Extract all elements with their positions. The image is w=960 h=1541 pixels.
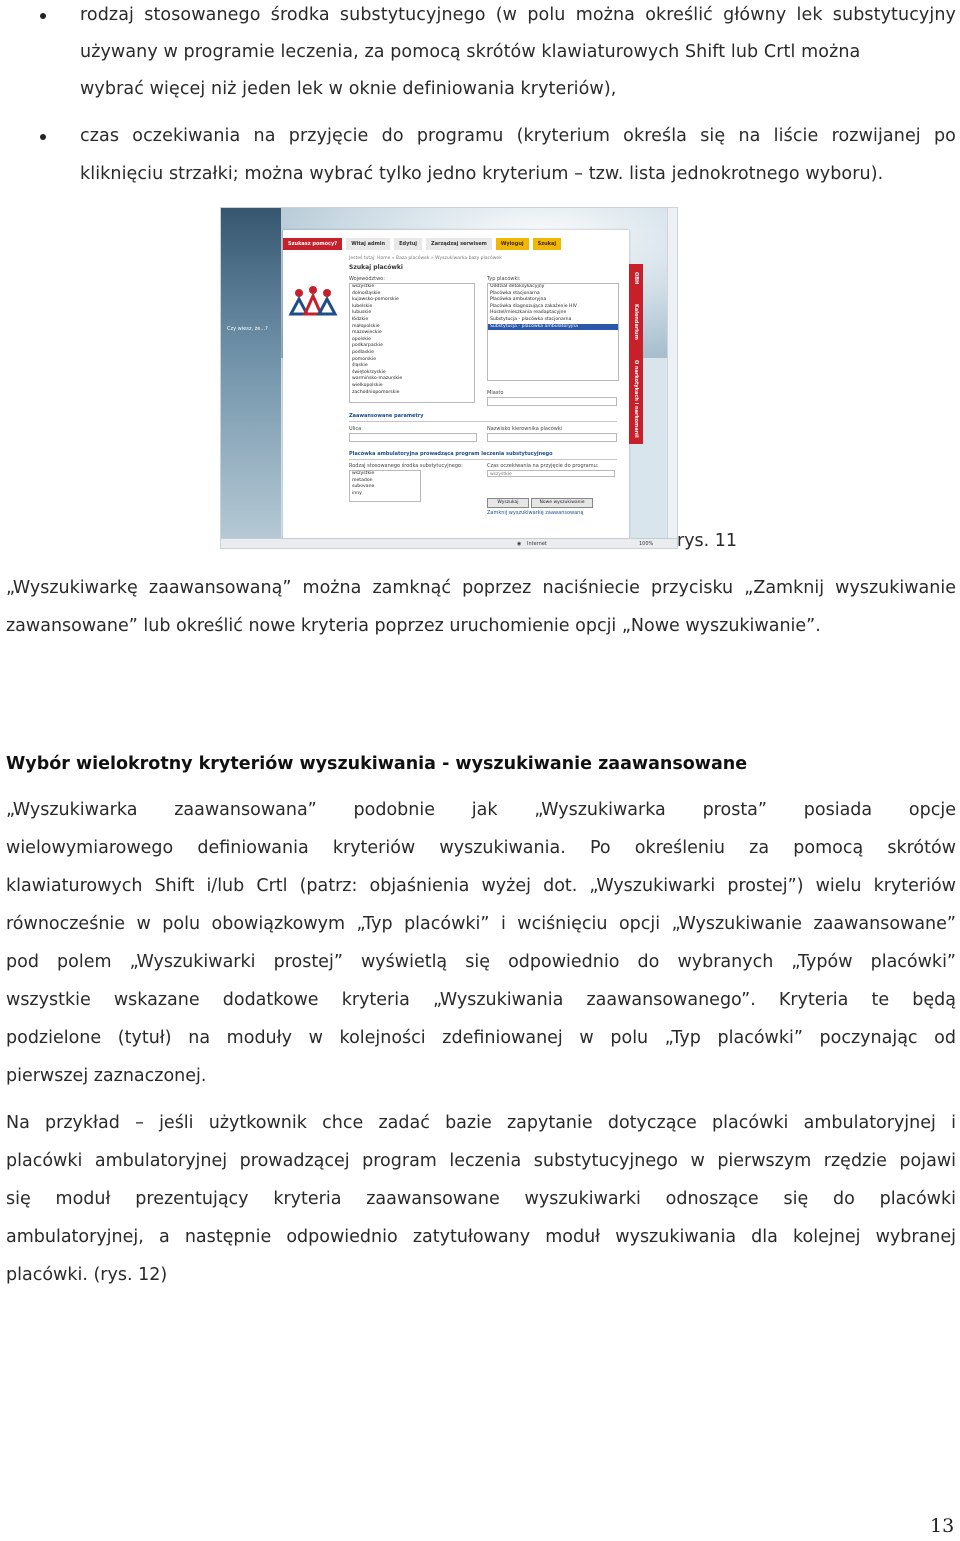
bullet-dot [40,13,46,19]
text-line: się moduł prezentujący kryteria zaawansowane wyszukiwarki odnoszące się do placówki [6,1189,956,1209]
list-item[interactable]: podkarpackie [352,343,383,349]
side-tab-calendar[interactable]: Kalendarium [633,304,639,340]
drug-list[interactable] [349,470,421,502]
voivodeship-label: Województwo: [349,276,385,282]
list-item[interactable]: Hostel/mieszkania readaptacyjne [490,310,567,316]
scrollbar[interactable] [667,208,678,548]
nav-help[interactable]: Szukasz pomocy? [283,238,342,250]
text-line: „Wyszukiwarka zaawansowana” podobnie jak „Wyszukiwarka prosta” posiada opcje [6,800,956,820]
list-item[interactable]: łódzkie [352,316,369,322]
text-line: placówki ambulatoryjnej prowadzącej program leczenia substytucyjnego w pierwszym rzędzie pojawi [6,1151,956,1171]
city-label: Miasto [487,390,504,396]
manager-label: Nazwisko kierownika placówki [487,426,563,432]
text-line: ambulatoryjnej, a następnie odpowiednio zatytułowany moduł wyszukiwania dla kolejnej wybranej [6,1227,956,1247]
list-item[interactable]: Substytucja - placówka stacjonarna [490,316,572,322]
text-line: pod polem „Wyszukiwarki prostej” wyświetlą się odpowiednio do wybranych „Typów placówki” [6,952,956,972]
list-item[interactable]: mazowieckie [352,330,382,336]
text-line: placówki. (rys. 12) [6,1265,168,1285]
list-item[interactable]: inny [352,490,362,496]
status-zone: Internet [527,541,547,547]
list-item[interactable]: Placówka ambulatoryjna [490,297,547,303]
paragraph-close-search [6,569,956,645]
list-item[interactable]: warmińsko-mazurskie [352,376,403,382]
figure-left-panel [221,208,281,548]
list-item[interactable]: Placówka stacjonarna [490,290,540,296]
wait-select[interactable]: wszystkie [487,470,615,477]
page-number: 13 [930,1515,955,1537]
zoom-level[interactable]: 100% [639,541,654,547]
list-item-selected[interactable]: Substytucja - placówka ambulatoryjna [488,324,618,331]
list-item[interactable]: opolskie [352,336,371,342]
list-item[interactable]: subovane [352,484,375,490]
text-line: wielowymiarowego definiowania kryteriów wyszukiwania. Po określeniu za pomocą skrótów [6,838,956,858]
bullet-line: używany w programie leczenia, za pomocą skrótów klawiaturowych Shift lub Crtl można [80,42,861,62]
list-item[interactable]: wszystkie [352,284,375,289]
nav-manage[interactable]: Zarządzaj serwisem [426,238,492,250]
list-item[interactable]: śląskie [352,363,368,369]
facility-type-list[interactable] [487,283,619,381]
site-logo [287,284,339,320]
text-line: „Wyszukiwarkę zaawansowaną” można zamknąć poprzez naciśniecie przycisku „Zamknij wyszukiwanie [6,578,956,598]
street-label: Ulica [349,426,362,432]
bullet-line: rodzaj stosowanego środka substytucyjnego (w polu można określić główny lek substytucyjny [80,5,956,25]
type-label: Typ placówki: [487,276,521,282]
text-line: równocześnie w polu obowiązkowym „Typ placówki” i wciśnięciu opcji „Wyszukiwanie zaawansowane” [6,914,956,934]
side-tab-drugs[interactable]: O narkotykach i narkomanii [633,360,639,438]
text-line: podzielone (tytuł) na moduły w kolejności zdefiniowanej w polu „Typ placówki” poczynając od [6,1028,956,1048]
paragraph-multi-criteria [6,791,956,1095]
top-nav [283,238,561,250]
drug-label: Rodzaj stosowanego środka substytucyjnego: [349,463,463,469]
divider [349,459,617,460]
divider [349,421,617,422]
list-item[interactable]: dolnośląskie [352,290,381,296]
advanced-params-label: Zaawansowane parametry [349,413,424,419]
section-heading: Wybór wielokrotny kryteriów wyszukiwania - wyszukiwanie zaawansowane [6,754,748,774]
search-page [283,230,629,540]
breadcrumb: Jesteś tutaj: Home » Baza placówek » Wyszukiwarka bazy placówek [349,256,502,261]
side-tabs [629,264,643,444]
street-input[interactable] [349,433,477,442]
list-item[interactable]: wielkopolskie [352,382,383,388]
nav-welcome[interactable]: Witaj admin [346,238,390,250]
bullet-line: czas oczekiwania na przyjęcie do programu (kryterium określa się na liście rozwijanej po [80,126,956,146]
text-line: Na przykład – jeśli użytkownik chce zadać bazie zapytanie dotyczące placówki ambulatoryjnej i [6,1113,956,1133]
nav-search[interactable]: Szukaj [533,238,561,250]
close-advanced-link[interactable]: Zamknij wyszukiwarkę zaawansowaną [487,510,584,516]
list-item[interactable]: metadon [352,477,373,483]
side-tab-obh[interactable]: OBH [633,272,639,285]
text-line: pierwszej zaznaczonej. [6,1066,207,1086]
bullet-line: wybrać więcej niż jeden lek w oknie definiowania kryteriów), [80,79,617,99]
nav-logout[interactable]: Wyloguj [496,238,529,250]
module-title: Placówka ambulatoryjna prowadząca program leczenia substytucyjnego [349,451,553,457]
list-item[interactable]: zachodniopomorskie [352,389,400,395]
search-button[interactable]: Wyszukaj [487,498,529,508]
manager-input[interactable] [487,433,617,442]
wait-label: Czas oczekiwania na przyjęcie do programu: [487,463,599,469]
page-title: Szukaj placówki [349,264,403,271]
bullet-dot [40,134,46,140]
list-item[interactable]: kujawsko-pomorskie [352,297,399,303]
city-input[interactable] [487,397,617,406]
list-item[interactable]: świętokrzyskie [352,369,386,375]
globe-icon: ◉ [517,541,522,547]
list-item[interactable]: Placówka diagnozująca zakażenie HIV [490,303,577,309]
text-line: zawansowane” lub określić nowe kryteria poprzez uruchomienie opcji „Nowe wyszukiwanie”. [6,616,821,636]
new-search-button[interactable]: Nowe wyszukiwanie [531,498,593,508]
text-line: wszystkie wskazane dodatkowe kryteria „Wyszukiwania zaawansowanego”. Kryteria te będą [6,990,956,1010]
paragraph-example [6,1104,956,1294]
list-item[interactable]: Oddział detoksykacyjny [490,284,545,289]
text-line: klawiaturowych Shift i/lub Crtl (patrz: objaśnienia wyżej dot. „Wyszukiwarki prostej”) wielu kryteriów [6,876,956,896]
list-item[interactable]: lubelskie [352,303,373,309]
voivodeship-list[interactable] [349,283,475,403]
side-link[interactable]: Czy wiesz, że...? [227,326,268,332]
list-item[interactable]: wszystkie [352,471,375,476]
screenshot-figure [220,207,678,549]
list-item[interactable]: małopolskie [352,323,380,329]
status-bar [221,538,677,549]
bullet-line: kliknięciu strzałki; można wybrać tylko jedno kryterium – tzw. lista jednokrotnego wyboru). [80,164,884,184]
list-item[interactable]: lubuskie [352,310,372,316]
list-item[interactable]: podlaskie [352,349,374,355]
figure-caption: rys. 11 [677,531,738,551]
nav-edit[interactable]: Edytuj [394,238,422,250]
list-item[interactable]: pomorskie [352,356,377,362]
